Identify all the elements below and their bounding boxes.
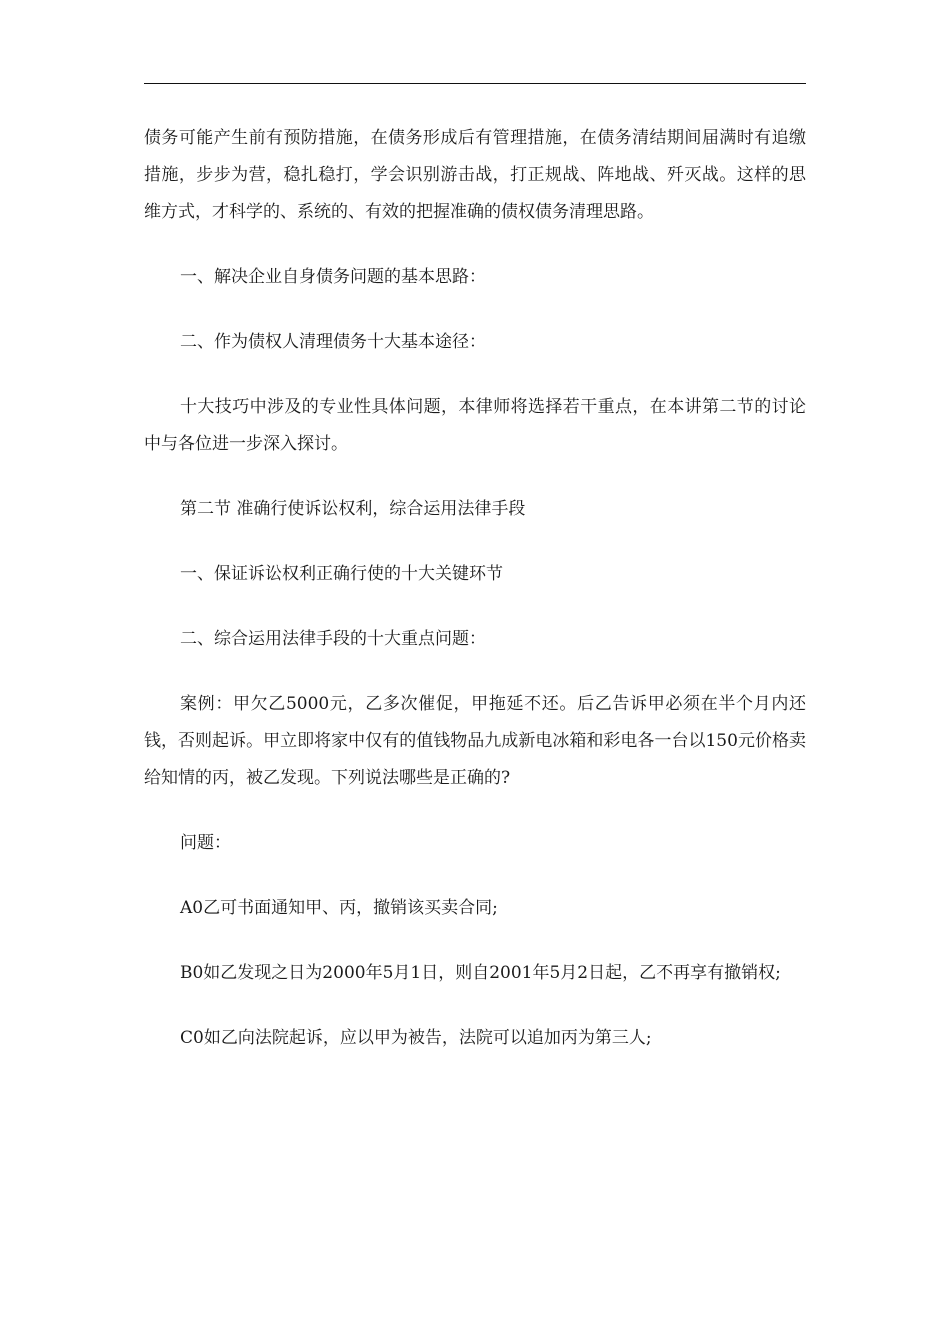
heading-basic-approach: 一、解决企业自身债务问题的基本思路： <box>180 267 486 287</box>
paragraph-ten-techniques: 十大技巧中涉及的专业性具体问题，本律师将选择若干重点，在本讲第二节的讨论中与各位进一步深入探讨。 <box>144 397 806 454</box>
document-body <box>144 120 806 1057</box>
heading-key-issues: 二、综合运用法律手段的十大重点问题： <box>180 629 486 649</box>
label-question: 问题： <box>180 833 231 853</box>
header-rule <box>144 83 806 84</box>
section-title-second: 第二节 准确行使诉讼权利，综合运用法律手段 <box>180 499 526 519</box>
option-b: B0如乙发现之日为2000年5月1日，则自2001年5月2日起，乙不再享有撤销权; <box>180 963 781 983</box>
option-a: A0乙可书面通知甲、丙，撤销该买卖合同; <box>180 898 498 918</box>
heading-key-steps: 一、保证诉讼权利正确行使的十大关键环节 <box>180 564 503 584</box>
option-c: C0如乙向法院起诉，应以甲为被告，法院可以追加丙为第三人; <box>180 1028 652 1048</box>
heading-ten-ways: 二、作为债权人清理债务十大基本途径： <box>180 332 486 352</box>
paragraph-case: 案例：甲欠乙5000元，乙多次催促，甲拖延不还。后乙告诉甲必须在半个月内还钱，否则起诉。甲立即将家中仅有的值钱物品九成新电冰箱和彩电各一台以150元价格卖给知情的丙，被乙发现。下列说法哪些是正确的? <box>144 694 806 788</box>
paragraph-debt-strategy: 债务可能产生前有预防措施，在债务形成后有管理措施，在债务清结期间届满时有追缴措施，步步为营，稳扎稳打，学会识别游击战，打正规战、阵地战、歼灭战。这样的思维方式，才科学的、系统的、有效的把握准确的债权债务清理思路。 <box>144 128 806 222</box>
